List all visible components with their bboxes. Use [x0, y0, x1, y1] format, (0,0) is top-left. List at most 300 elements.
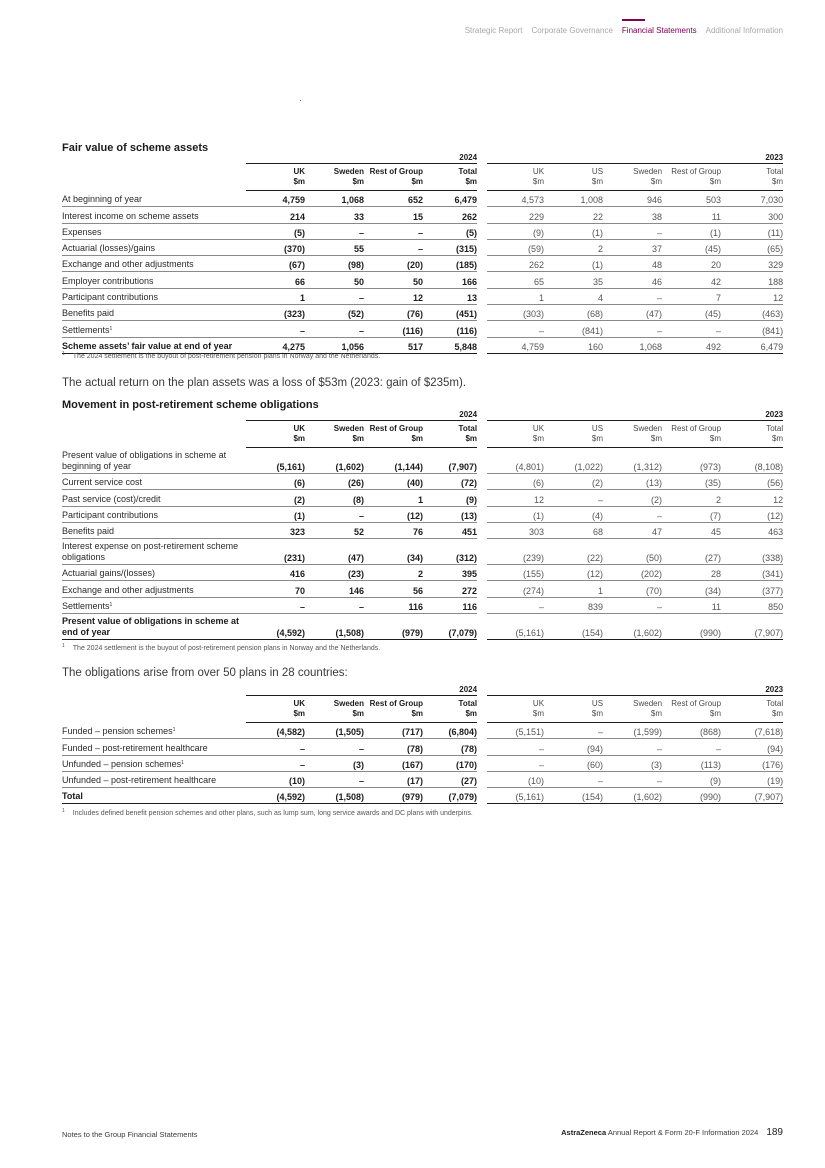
value-cell: –	[305, 321, 364, 337]
value-cell: (176)	[721, 755, 783, 771]
value-cell: (23)	[305, 565, 364, 581]
value-cell: (1,144)	[364, 448, 423, 474]
row-label-text: Funded – post-retirement healthcare	[62, 742, 208, 753]
value-cell: 7,030	[721, 191, 783, 207]
table1-footnote	[62, 351, 380, 360]
header-label-spacer	[62, 696, 246, 723]
value-cell: (231)	[246, 539, 305, 565]
value-cell: 70	[246, 581, 305, 597]
row-label-text: Actuarial (losses)/gains	[62, 243, 156, 254]
column-header-name: Total	[458, 699, 478, 708]
value-cell: (98)	[305, 256, 364, 272]
value-cell: –	[603, 321, 662, 337]
value-cell: (1,022)	[544, 448, 603, 474]
value-cell: (1,602)	[305, 448, 364, 474]
column-header	[482, 164, 544, 191]
value-cell: (4,592)	[246, 614, 305, 640]
value-cell: (323)	[246, 305, 305, 321]
value-cell: (2)	[544, 474, 603, 490]
column-header-name: Sweden	[633, 699, 663, 708]
table-row	[62, 723, 783, 739]
value-cell: –	[246, 739, 305, 755]
value-cell: (94)	[721, 739, 783, 755]
value-cell: (370)	[246, 239, 305, 255]
value-cell: (202)	[603, 565, 662, 581]
value-cell: 68	[544, 522, 603, 538]
value-cell: 300	[721, 207, 783, 223]
value-cell: 1	[544, 581, 603, 597]
value-cell: (1)	[246, 506, 305, 522]
row-label	[62, 305, 246, 321]
value-cell: (27)	[662, 539, 721, 565]
value-cell: 323	[246, 522, 305, 538]
value-cell: (167)	[364, 755, 423, 771]
value-cell: (68)	[544, 305, 603, 321]
value-cell: (841)	[544, 321, 603, 337]
value-cell: (154)	[544, 614, 603, 640]
value-cell: 652	[364, 191, 423, 207]
row-label	[62, 755, 246, 771]
column-header-unit: $m	[411, 434, 423, 443]
value-cell: (979)	[364, 614, 423, 640]
column-header	[423, 696, 482, 723]
row-label	[62, 771, 246, 787]
column-header-unit: $m	[650, 709, 663, 718]
value-cell: 15	[364, 207, 423, 223]
column-header	[544, 164, 603, 191]
value-cell: (40)	[364, 474, 423, 490]
value-cell: (22)	[544, 539, 603, 565]
column-header	[305, 164, 364, 191]
value-cell: (312)	[423, 539, 482, 565]
table-row	[62, 739, 783, 755]
value-cell: (3)	[603, 755, 662, 771]
year-2023-heading: 2023	[482, 408, 783, 421]
column-header-unit: $m	[650, 434, 663, 443]
value-cell: (7,907)	[423, 448, 482, 474]
value-cell: 229	[482, 207, 544, 223]
column-header-name: Total	[766, 424, 784, 433]
value-cell: 1,056	[305, 337, 364, 353]
movement-obligations-table	[62, 408, 783, 640]
column-header-unit: $m	[465, 709, 478, 718]
column-header-unit: $m	[709, 434, 722, 443]
value-cell: (27)	[423, 771, 482, 787]
value-cell: –	[603, 506, 662, 522]
value-cell: (315)	[423, 239, 482, 255]
footnote-text: The 2024 settlement is the buyout of post-retirement pension plans in Norway and the Netherlands.	[72, 645, 381, 652]
row-label	[62, 522, 246, 538]
value-cell: –	[305, 223, 364, 239]
table1-title: Fair value of scheme assets	[62, 142, 209, 154]
value-cell: 47	[603, 522, 662, 538]
column-header	[482, 421, 544, 448]
column-header	[721, 164, 783, 191]
value-cell: –	[603, 597, 662, 613]
row-label-text: Interest expense on post-retirement scheme obligations	[62, 541, 239, 563]
value-cell: 35	[544, 272, 603, 288]
table-row	[62, 474, 783, 490]
value-cell: –	[603, 223, 662, 239]
value-cell: –	[482, 739, 544, 755]
value-cell: 262	[423, 207, 482, 223]
year-2024-heading: 2024	[246, 151, 482, 164]
column-header-unit: $m	[650, 177, 663, 186]
value-cell: (979)	[364, 788, 423, 804]
column-header-name: US	[591, 699, 604, 708]
column-header	[603, 421, 662, 448]
value-cell: 66	[246, 272, 305, 288]
value-cell: (4,582)	[246, 723, 305, 739]
table-row	[62, 788, 783, 804]
value-cell: (1,508)	[305, 614, 364, 640]
column-header-unit: $m	[411, 709, 423, 718]
value-cell: (10)	[482, 771, 544, 787]
row-label	[62, 321, 246, 337]
footnote-mark: 1	[62, 351, 65, 357]
column-header-name: UK	[532, 167, 545, 176]
value-cell: (35)	[662, 474, 721, 490]
value-cell: (274)	[482, 581, 544, 597]
footer-report-info	[561, 1127, 783, 1138]
value-cell: 116	[423, 597, 482, 613]
value-cell: 11	[662, 207, 721, 223]
column-header-unit: $m	[465, 434, 478, 443]
column-header-unit: $m	[771, 177, 784, 186]
section-nav	[465, 26, 783, 35]
value-cell: (56)	[721, 474, 783, 490]
value-cell: 1,068	[305, 191, 364, 207]
row-label	[62, 191, 246, 207]
column-header-name: UK	[293, 699, 305, 708]
row-label	[62, 490, 246, 506]
value-cell: 850	[721, 597, 783, 613]
value-cell: (5)	[423, 223, 482, 239]
value-cell: (463)	[721, 305, 783, 321]
value-cell: 395	[423, 565, 482, 581]
row-label-text: Participant contributions	[62, 292, 159, 303]
row-label	[62, 739, 246, 755]
value-cell: (5)	[246, 223, 305, 239]
value-cell: (1,505)	[305, 723, 364, 739]
value-cell: (1,602)	[603, 788, 662, 804]
value-cell: (973)	[662, 448, 721, 474]
value-cell: 4	[544, 288, 603, 304]
row-label-text: Current service cost	[62, 477, 143, 488]
value-cell: (12)	[364, 506, 423, 522]
value-cell: 11	[662, 597, 721, 613]
value-cell: –	[544, 771, 603, 787]
column-header	[603, 696, 662, 723]
value-cell: 55	[305, 239, 364, 255]
column-header-unit: $m	[532, 709, 545, 718]
column-header	[423, 164, 482, 191]
footer-section-name: Notes to the Group Financial Statements	[62, 1130, 198, 1139]
row-label	[62, 272, 246, 288]
value-cell: (10)	[246, 771, 305, 787]
value-cell: (11)	[721, 223, 783, 239]
value-cell: (76)	[364, 305, 423, 321]
value-cell: 45	[662, 522, 721, 538]
footnote-text: The 2024 settlement is the buyout of post-retirement pension plans in Norway and the Netherlands.	[72, 353, 381, 360]
column-header-unit: $m	[465, 177, 478, 186]
value-cell: (6)	[482, 474, 544, 490]
value-cell: 1	[246, 288, 305, 304]
value-cell: 416	[246, 565, 305, 581]
value-cell: –	[482, 755, 544, 771]
value-cell: (4,592)	[246, 788, 305, 804]
nav-strategic-report[interactable]: Strategic Report	[464, 26, 523, 35]
table-row	[62, 539, 783, 565]
row-label-text: Benefits paid	[62, 308, 115, 319]
value-cell: –	[246, 321, 305, 337]
column-header-unit: $m	[293, 177, 305, 186]
value-cell: (47)	[603, 305, 662, 321]
obligations-by-plan-table	[62, 683, 783, 804]
value-cell: (72)	[423, 474, 482, 490]
row-label-text: Settlements	[62, 324, 110, 335]
row-label-text: Exchange and other adjustments	[62, 584, 194, 595]
year-row-spacer	[62, 408, 246, 421]
value-cell: 4,759	[246, 191, 305, 207]
value-cell: 1,068	[603, 337, 662, 353]
column-header-name: UK	[293, 424, 305, 433]
value-cell: (50)	[603, 539, 662, 565]
table-row	[62, 256, 783, 272]
value-cell: (6,804)	[423, 723, 482, 739]
value-cell: (5,161)	[482, 788, 544, 804]
value-cell: (7,907)	[721, 788, 783, 804]
value-cell: (78)	[364, 739, 423, 755]
value-cell: 5,848	[423, 337, 482, 353]
nav-additional-information[interactable]: Additional Information	[705, 26, 783, 35]
value-cell: (19)	[721, 771, 783, 787]
value-cell: –	[305, 771, 364, 787]
row-label-text: Settlements	[62, 601, 110, 612]
header-label-spacer	[62, 421, 246, 448]
value-cell: 13	[423, 288, 482, 304]
year-row-spacer	[62, 683, 246, 696]
value-cell: (12)	[544, 565, 603, 581]
value-cell: (990)	[662, 614, 721, 640]
row-label	[62, 448, 246, 474]
column-header-name: UK	[532, 699, 545, 708]
value-cell: (20)	[364, 256, 423, 272]
row-label	[62, 207, 246, 223]
table-row	[62, 490, 783, 506]
column-header	[662, 421, 721, 448]
value-cell: 463	[721, 522, 783, 538]
column-header	[246, 696, 305, 723]
footnote-mark: 1	[62, 808, 65, 814]
value-cell: 6,479	[423, 191, 482, 207]
value-cell: (45)	[662, 239, 721, 255]
value-cell: 76	[364, 522, 423, 538]
column-header	[721, 421, 783, 448]
value-cell: –	[603, 771, 662, 787]
table2-title: Movement in post-retirement scheme obligations	[62, 399, 319, 411]
header-label-spacer	[62, 164, 246, 191]
table2-footnote	[62, 643, 380, 652]
column-header-name: Rest of Group	[671, 167, 722, 176]
value-cell: (341)	[721, 565, 783, 581]
value-cell: (1)	[544, 223, 603, 239]
row-label-text: Funded – pension schemes	[62, 726, 173, 737]
column-header	[364, 421, 423, 448]
value-cell: (717)	[364, 723, 423, 739]
value-cell: (9)	[423, 490, 482, 506]
value-cell: (113)	[662, 755, 721, 771]
value-cell: (70)	[603, 581, 662, 597]
year-2023-heading: 2023	[482, 683, 783, 696]
nav-financial-statements[interactable]: Financial Statements	[621, 26, 697, 35]
year-2023-heading: 2023	[482, 151, 783, 164]
row-label	[62, 239, 246, 255]
row-label-text: Expenses	[62, 226, 102, 237]
column-header-name: Rest of Group	[369, 699, 423, 708]
value-cell: 12	[721, 288, 783, 304]
column-header	[662, 696, 721, 723]
row-label-text: Present value of obligations in scheme at end of year	[62, 616, 240, 638]
table-row	[62, 522, 783, 538]
column-header-unit: $m	[771, 709, 784, 718]
column-header-name: Total	[766, 699, 784, 708]
value-cell: –	[305, 288, 364, 304]
table-row	[62, 207, 783, 223]
value-cell: (868)	[662, 723, 721, 739]
table-row	[62, 448, 783, 474]
value-cell: –	[544, 490, 603, 506]
value-cell: (34)	[364, 539, 423, 565]
value-cell: (8)	[305, 490, 364, 506]
value-cell: 839	[544, 597, 603, 613]
row-label-text: Interest income on scheme assets	[62, 210, 199, 221]
column-header-unit: $m	[709, 177, 722, 186]
value-cell: 2	[662, 490, 721, 506]
column-header	[246, 421, 305, 448]
value-cell: 22	[544, 207, 603, 223]
row-label	[62, 223, 246, 239]
value-cell: –	[662, 739, 721, 755]
column-header-name: Rest of Group	[671, 699, 722, 708]
value-cell: (6)	[246, 474, 305, 490]
value-cell: (13)	[603, 474, 662, 490]
value-cell: –	[364, 223, 423, 239]
value-cell: (59)	[482, 239, 544, 255]
value-cell: (7,907)	[721, 614, 783, 640]
row-label	[62, 788, 246, 804]
value-cell: 38	[603, 207, 662, 223]
column-header	[423, 421, 482, 448]
table-row	[62, 565, 783, 581]
value-cell: 7	[662, 288, 721, 304]
column-header-name: Sweden	[633, 424, 663, 433]
value-cell: –	[246, 755, 305, 771]
value-cell: 2	[364, 565, 423, 581]
value-cell: (2)	[603, 490, 662, 506]
footnote-text: Includes defined benefit pension schemes and other plans, such as lump sum, long service awards and DC plans with underpins.	[72, 810, 473, 817]
value-cell: (9)	[662, 771, 721, 787]
table-row	[62, 223, 783, 239]
value-cell: 46	[603, 272, 662, 288]
year-2024-heading: 2024	[246, 683, 482, 696]
value-cell: (303)	[482, 305, 544, 321]
table-row	[62, 288, 783, 304]
value-cell: (94)	[544, 739, 603, 755]
year-row-spacer	[62, 151, 246, 164]
page-number: 189	[766, 1127, 783, 1138]
value-cell: (26)	[305, 474, 364, 490]
value-cell: –	[603, 288, 662, 304]
value-cell: 116	[364, 597, 423, 613]
value-cell: (154)	[544, 788, 603, 804]
value-cell: (451)	[423, 305, 482, 321]
value-cell: 28	[662, 565, 721, 581]
value-cell: (78)	[423, 739, 482, 755]
column-header-unit: $m	[532, 434, 545, 443]
column-header-name: UK	[293, 167, 305, 176]
value-cell: –	[305, 739, 364, 755]
column-header-name: Sweden	[333, 167, 364, 176]
column-header-name: Sweden	[633, 167, 663, 176]
value-cell: (7)	[662, 506, 721, 522]
value-cell: (60)	[544, 755, 603, 771]
value-cell: 12	[364, 288, 423, 304]
value-cell: 329	[721, 256, 783, 272]
column-header-name: Total	[458, 167, 478, 176]
row-label-text: Unfunded – pension schemes	[62, 758, 182, 769]
table-row	[62, 239, 783, 255]
footnote-ref: 1	[181, 759, 184, 766]
value-cell: 52	[305, 522, 364, 538]
row-label-text: At beginning of year	[62, 194, 143, 205]
value-cell: (3)	[305, 755, 364, 771]
table-row	[62, 614, 783, 640]
value-cell: –	[603, 739, 662, 755]
value-cell: (8,108)	[721, 448, 783, 474]
value-cell: (52)	[305, 305, 364, 321]
footer-brand: AstraZeneca	[561, 1128, 607, 1137]
value-cell: (12)	[721, 506, 783, 522]
row-label	[62, 288, 246, 304]
column-header	[305, 696, 364, 723]
value-cell: 6,479	[721, 337, 783, 353]
value-cell: 4,275	[246, 337, 305, 353]
value-cell: (4,801)	[482, 448, 544, 474]
value-cell: –	[482, 597, 544, 613]
table3-footnote	[62, 808, 473, 817]
column-header-unit: $m	[591, 434, 604, 443]
row-label	[62, 723, 246, 739]
column-header-unit: $m	[352, 709, 364, 718]
table-row	[62, 755, 783, 771]
value-cell: 65	[482, 272, 544, 288]
footnote-ref: 1	[172, 727, 176, 734]
column-header-name: Rest of Group	[369, 167, 423, 176]
nav-corporate-governance[interactable]: Corporate Governance	[531, 26, 613, 35]
value-cell: (185)	[423, 256, 482, 272]
value-cell: (13)	[423, 506, 482, 522]
column-header	[246, 164, 305, 191]
column-header-unit: $m	[532, 177, 545, 186]
column-header-unit: $m	[591, 709, 604, 718]
table-row	[62, 191, 783, 207]
value-cell: (7,079)	[423, 788, 482, 804]
value-cell: –	[246, 597, 305, 613]
row-label	[62, 506, 246, 522]
value-cell: 946	[603, 191, 662, 207]
value-cell: 2	[544, 239, 603, 255]
